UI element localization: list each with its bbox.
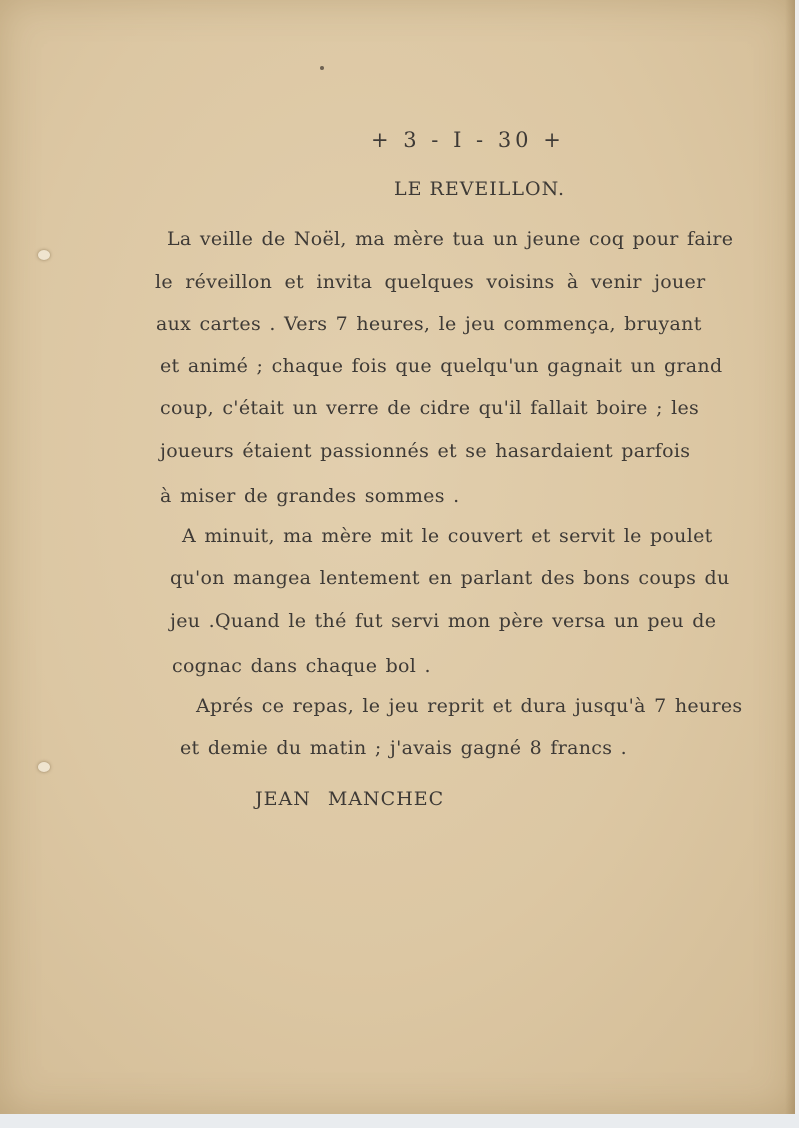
page-edge-shadow bbox=[785, 0, 795, 1114]
text-line: le réveillon et invita quelques voisins à venir jouer bbox=[155, 271, 706, 293]
document-date: + 3 - I - 30 + bbox=[371, 128, 565, 152]
signature: JEAN MANCHEC bbox=[255, 788, 445, 810]
text-line: jeu .Quand le thé fut servi mon père versa un peu de bbox=[170, 610, 717, 632]
binding-hole bbox=[38, 762, 50, 772]
text-line: A minuit, ma mère mit le couvert et servit le poulet bbox=[182, 525, 713, 547]
document-title: LE REVEILLON. bbox=[394, 178, 566, 200]
binding-hole bbox=[38, 250, 50, 260]
text-line: coup, c'était un verre de cidre qu'il fallait boire ; les bbox=[160, 397, 700, 419]
text-line: à miser de grandes sommes . bbox=[160, 485, 460, 507]
text-line: cognac dans chaque bol . bbox=[172, 655, 431, 677]
text-line: La veille de Noël, ma mère tua un jeune coq pour faire bbox=[167, 228, 734, 250]
text-line: et animé ; chaque fois que quelqu'un gagnait un grand bbox=[160, 355, 723, 377]
text-line: joueurs étaient passionnés et se hasardaient parfois bbox=[160, 440, 691, 462]
text-line: aux cartes . Vers 7 heures, le jeu commença, bruyant bbox=[156, 313, 702, 335]
text-line: Aprés ce repas, le jeu reprit et dura jusqu'à 7 heures bbox=[196, 695, 743, 717]
text-line: qu'on mangea lentement en parlant des bons coups du bbox=[170, 567, 730, 589]
paper-speck bbox=[320, 66, 324, 70]
text-line: et demie du matin ; j'avais gagné 8 francs . bbox=[180, 737, 627, 759]
scan-bottom-strip bbox=[0, 1114, 799, 1128]
